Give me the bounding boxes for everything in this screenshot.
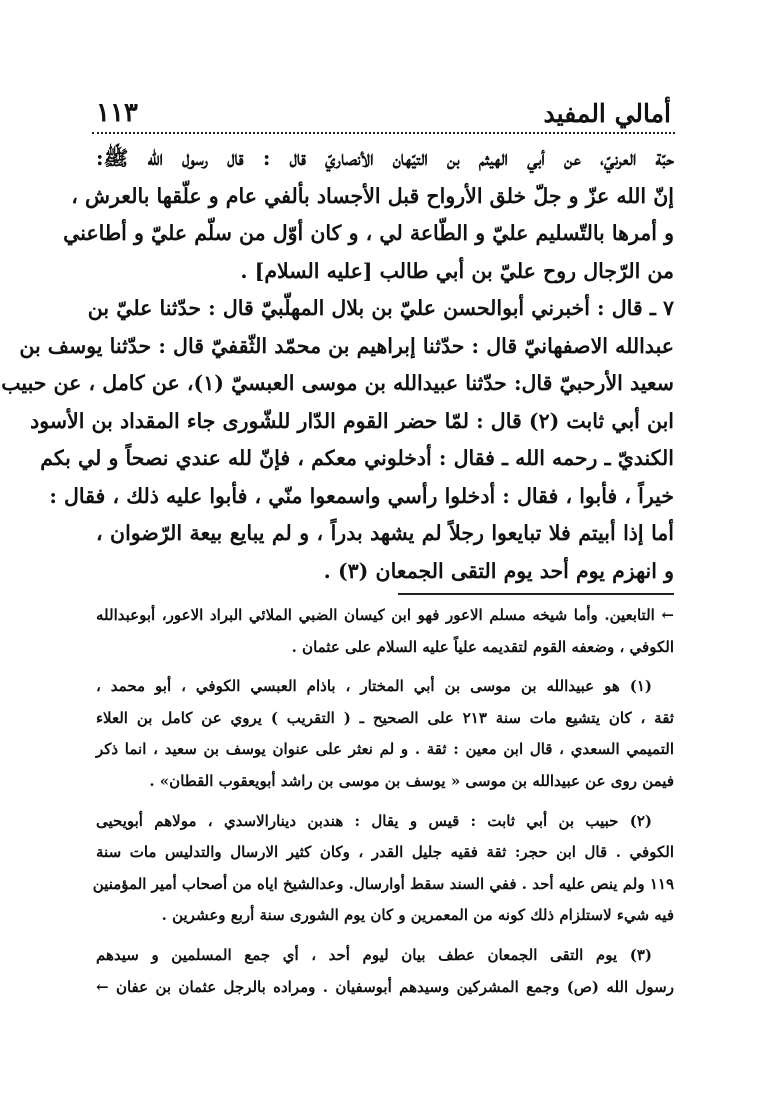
footnote-line: (١) هو عبيدالله بن موسى بن أبي المختار ، باذام العبسي الكوفي ، أبو محمد ، — [96, 677, 652, 696]
footnote-line: ثقة ، كان يتشيع مات سنة ٢١٣ على الصحيح ـ ( التقريب ) يروي عن كامل بن العلاء — [96, 708, 674, 727]
footnote-line: فيمن روى عن عبيدالله بن موسى « يوسف بن موسى بن راشد أبويعقوب القطان» . — [149, 771, 674, 790]
footnote-line: رسول الله (ص) وجمع المشركين وسيدهم أبوسفيان . ومراده بالرجل عثمان بن عفان ← — [96, 977, 674, 996]
main-line: حبّة العرنيّ، عن أبي الهيثم بن التيّهان الأنصاريّ قال : قال رسول الله ﷺ: — [96, 146, 674, 170]
footnote-line: (٣) يوم التقى الجمعان عطف بيان ليوم أحد ، أي جمع المسلمين و سيدهم — [96, 945, 652, 964]
main-text — [1, 140, 674, 590]
footnote-line: ١١٩ ولم ينص عليه أحد . ففي السند سقط أوارسال. وعدالشيخ اياه من أصحاب أمير المؤمنين — [92, 874, 674, 893]
main-line: ٧ ـ قال : أخبرني أبوالحسن عليّ بن بلال المهلّبيّ قال : حدّثنا عليّ بن — [87, 296, 674, 320]
footnotes — [92, 600, 674, 1003]
footnote-line: التميمي السعدي ، قال ابن معين : ثقة . و لم نعثر على عنوان يوسف بن سعيد ، انما ذكر — [96, 740, 674, 759]
main-line: سعيد الأرحبيّ قال: حدّثنا عبيدالله بن موسى العبسيّ (١)، عن كامل ، عن حبيب — [1, 371, 674, 395]
footnote-line: فيه شيء لاستلزام ذلك كونه من المعمرين و كان يوم الشورى سنة أربع وعشرين . — [161, 906, 674, 925]
running-title: أمالي المفيد — [543, 99, 671, 128]
main-line: من الرّجال روح عليّ بن أبي طالب [عليه السلام] . — [240, 258, 674, 283]
main-line: ابن أبي ثابت (٢) قال : لمّا حضر القوم الدّار للشّورى جاء المقداد بن الأسود — [30, 408, 674, 433]
main-line: و انهزم يوم أحد يوم التقى الجمعان (٣) . — [323, 558, 674, 583]
main-line: خيراً ، فأبوا ، فقال : أدخلوا رأسي واسمعوا منّي ، فأبوا عليه ذلك ، فقال : — [49, 483, 674, 508]
main-line: إنّ الله عزّ و جلّ خلق الأرواح قبل الأجساد بألفي عام و علّقها بالعرش ، — [71, 183, 674, 208]
footnote-gap — [96, 663, 674, 671]
footnote-line: الكوفي ، وضعفه القوم لتقديمه علياً عليه السلام على عثمان . — [291, 637, 674, 656]
main-line: عبدالله الاصفهانيّ قال : حدّثنا إبراهيم بن محمّد الثّقفيّ قال : حدّثنا يوسف بن — [19, 333, 674, 358]
page-number: ١١٣ — [96, 98, 138, 128]
main-line: و أمرها بالتّسليم عليّ و الطّاعة لي ، و كان أوّل من سلّم عليّ و أطاعني — [63, 221, 674, 245]
footnote-line: (٢) حبيب بن أبي ثابت : قيس و يقال : هندبن دينارالاسدي ، مولاهم أبويحيى — [96, 811, 652, 830]
footnote-line: الكوفي . قال ابن حجر: ثقة فقيه جليل القدر ، وكان كثير الارسال والتدليس مات سنة — [96, 843, 674, 862]
main-line: أما إذا أبيتم فلا تبايعوا رجلاً لم يشهد بدراً ، و لم يبايع بيعة الرّضوان ، — [96, 521, 674, 545]
footnote-separator — [398, 593, 674, 595]
header-dotted-rule — [92, 132, 675, 134]
footnote-gap — [96, 932, 674, 940]
page-header — [96, 84, 671, 128]
main-line: الكنديّ ـ رحمه الله ـ فقال : أدخلوني معكم ، فإنّ لله عندي نصحاً و لي بكم — [40, 446, 674, 470]
footnote-gap — [96, 798, 674, 806]
footnote-line: ← التابعين. وأما شيخه مسلم الاعور فهو ابن كيسان الضبي الملائي البراد الاعور، أبوعبدالله — [96, 606, 674, 624]
